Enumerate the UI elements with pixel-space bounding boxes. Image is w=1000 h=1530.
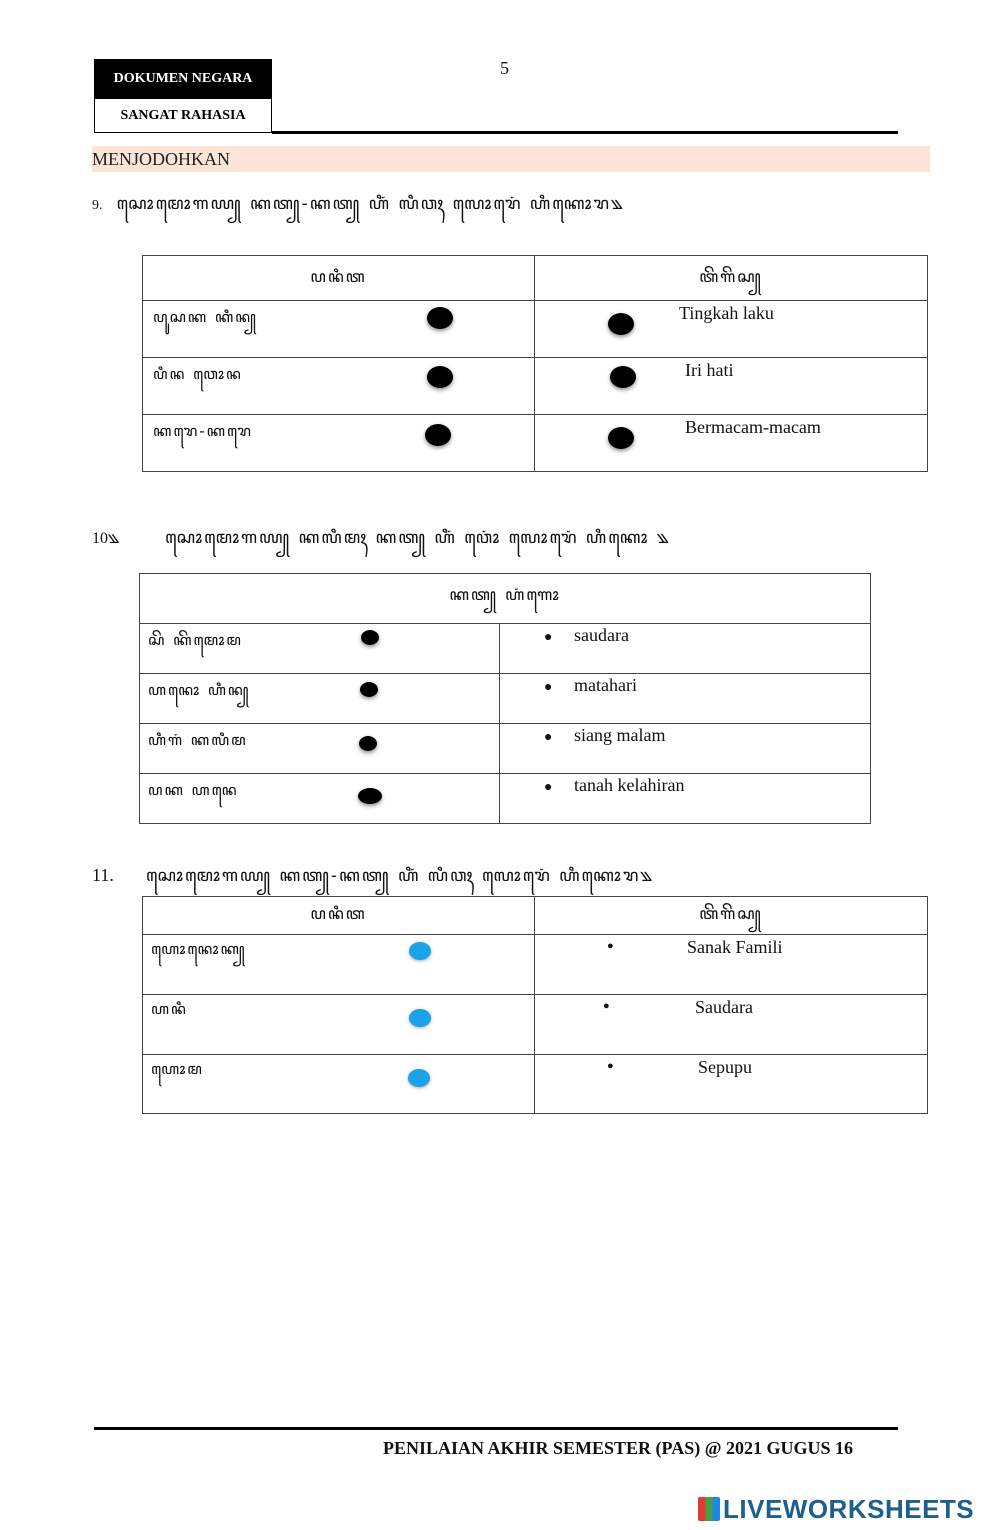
q11-instruction: ꦱꦺꦴꦩꦺꦴꦒꦪ꧀ ꦏꦠ꧀-ꦏꦠ꧀ ꦲꦶꦁ ꦭꦶꦮꦃ ꦭꦺꦴꦫꦺꦁ ꦲꦶꦏꦺꦴꦫ꧉ [145,866,654,886]
q9-row3-right-dot[interactable] [608,427,634,449]
table-row [143,358,928,415]
table-row [140,774,871,824]
q10-row3-left: ꦲꦶꦒꦁ ꦏꦭꦶꦩ [140,724,500,774]
q11-row2-right: ● Saudara [535,995,928,1055]
q9-row1-left-dot[interactable] [427,307,453,329]
classification-stamp [94,59,272,133]
q11-row3-dot[interactable] [408,1069,430,1087]
q10-row4-left: ꦥꦏ ꦲꦤꦺ [140,774,500,824]
section-title: MENJODOHKAN [92,146,930,172]
table-row [143,301,928,358]
q9-row2-left-dot[interactable] [427,366,453,388]
q11-number: 11. [92,865,114,885]
q9-row1-left: ꦥꦸꦱꦏ ꦏꦶꦤ꧀ [143,301,535,358]
q10-instruction: ꦱꦺꦴꦩꦺꦴꦒꦪ꧀ ꦏꦭꦶꦩꦃ ꦏꦠ꧀ ꦲꦶꦁ ꦮꦺꦴꦁ ꦭꦺꦴꦫꦺꦁ ꦲꦶꦏꦺꦴ ꧉ [165,528,671,548]
q9-row3-left: ꦏꦫꦺ-ꦏꦫꦺ [143,415,535,472]
q11-table [142,896,928,1114]
q11-row1-right: ● Sanak Famili [535,935,928,995]
q9-header-row [143,256,928,301]
brand-text: LIVEWORKSHEETS [723,1494,975,1524]
q11-row2-left: ꦲꦤꦶ [143,995,535,1055]
table-row [140,674,871,724]
liveworksheets-logo-icon [698,1497,720,1521]
q9-row3-left-dot[interactable] [425,424,451,446]
table-row [143,415,928,472]
q10-row2-dot[interactable] [360,682,378,697]
page-number: 5 [500,58,509,78]
stamp-sangat-rahasia: SANGAT RAHASIA [94,99,272,133]
q9-instruction: ꦱꦺꦴꦩꦺꦴꦒꦪ꧀ ꦏꦠ꧀-ꦏꦠ꧀ ꦲꦶꦁ ꦭꦶꦮꦃ ꦭꦺꦴꦫꦺꦁ ꦲꦶꦏꦺꦴꦫ꧉ [116,194,625,214]
q10-row2-right: ● matahari [500,674,871,724]
q9-header-left: ꦥꦤꦶꦠ [143,256,535,301]
q11-row3-right: ● Sepupu [535,1055,928,1114]
footer-text: PENILAIAN AKHIR SEMESTER (PAS) @ 2021 GUGUS 16 [383,1438,853,1458]
q9-header-right: ꦠꦼꦒꦼꦱ꧀ [535,256,928,301]
q11-row3-left: ꦲꦺꦴꦩ [143,1055,535,1114]
q9-row1-right: Tingkah laku [535,301,928,358]
q10-row3-dot[interactable] [359,736,377,751]
q10-row1-dot[interactable] [361,630,379,645]
q10-table [139,573,871,824]
q9-number: 9. [92,198,103,213]
q9-row2-left: ꦥꦶꦤ ꦮꦺꦴꦤ [143,358,535,415]
table-row [143,1055,928,1114]
q9-row3-right: Bermacam-macam [535,415,928,472]
q11-header-right: ꦠꦼꦒꦼꦱ꧀ [535,897,928,935]
q9-row1-right-dot[interactable] [608,313,634,335]
q10-row4-right: ● tanah kelahiran [500,774,871,824]
q9-table [142,255,928,472]
liveworksheets-brand [698,1494,974,1525]
q10-prompt [92,524,671,559]
q10-number: 10꧉ [92,530,119,547]
q10-row1-left: ꦱꦼ ꦏꦼꦩꦺꦴꦩ [140,624,500,674]
table-row [140,724,871,774]
q10-row4-dot[interactable] [358,788,382,804]
q10-header: ꦏꦠ꧀ ꦲꦁꦒꦺꦴ [140,574,871,624]
header-rule [272,131,898,134]
q11-header-row [143,897,928,935]
table-row [140,624,871,674]
q9-row2-right: Iri hati [535,358,928,415]
table-row [143,935,928,995]
q11-row1-dot[interactable] [409,942,431,960]
q11-row2-dot[interactable] [409,1009,431,1027]
q10-row3-right: ● siang malam [500,724,871,774]
stamp-dokumen-negara: DOKUMEN NEGARA [94,59,272,99]
footer-rule [94,1427,898,1430]
q11-header-left: ꦥꦤꦶꦠ [143,897,535,935]
q10-row2-left: ꦲꦤꦺꦴ ꦲꦶꦤ꧀ [140,674,500,724]
q9-prompt [92,190,625,225]
q11-prompt [92,862,654,897]
q9-row2-right-dot[interactable] [610,366,636,388]
q10-row1-right: ● saudara [500,624,871,674]
table-row [143,995,928,1055]
q11-row1-left: ꦲꦺꦴꦤꦺꦴꦏ꧀ [143,935,535,995]
q10-header-row [140,574,871,624]
